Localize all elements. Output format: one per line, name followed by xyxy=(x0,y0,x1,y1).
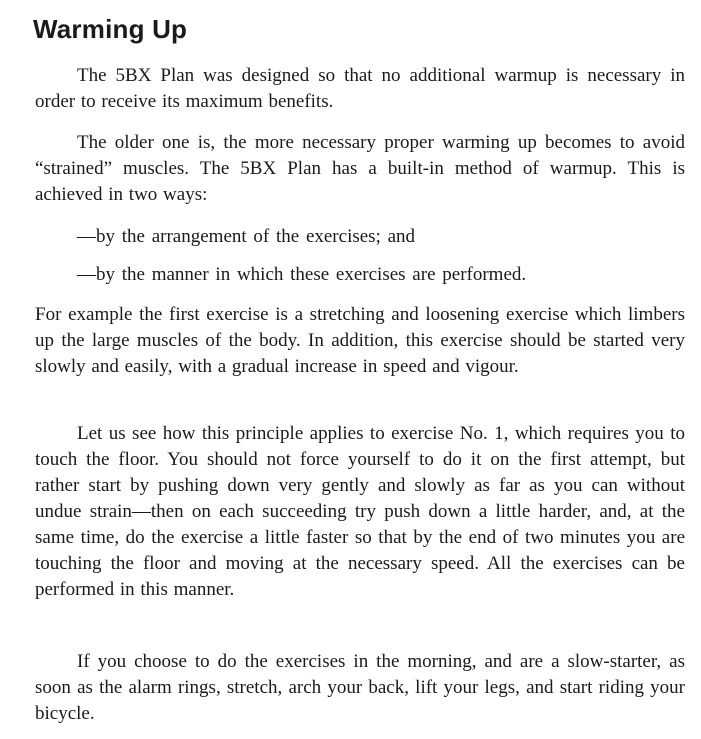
paragraph-principle: Let us see how this principle applies to exercise No. 1, which requires you to touch the floor. You should not force yourself to do it on the first attempt, but rather start by pushing down very gently and slowly as far as you can without undue strain—then on each succeeding try push down a little harder, and, at the same time, do the exercise a little faster so that by the end of two minutes you are touching the floor and moving at the necessary speed. All the exercises can be performed in this manner. xyxy=(35,423,685,600)
list-item-manner: —by the manner in which these exercises are performed. xyxy=(77,264,527,285)
paragraph-older: The older one is, the more necessary proper warming up becomes to avoid “strained” muscles. The 5BX Plan has a built-in method of warmup. This is achieved in two ways: xyxy=(35,132,685,205)
paragraph-intro: The 5BX Plan was designed so that no additional warmup is necessary in order to receive its maximum benefits. xyxy=(35,65,685,112)
page-title: Warming Up xyxy=(33,14,188,44)
paragraph-example: For example the first exercise is a stretching and loosening exercise which limbers up the large muscles of the body. In addition, this exercise should be started very slowly and easily, with a gradual increase in speed and vigour. xyxy=(35,304,685,377)
list-item-arrangement: —by the arrangement of the exercises; and xyxy=(77,226,416,247)
paragraph-morning: If you choose to do the exercises in the morning, and are a slow-starter, as soon as the alarm rings, stretch, arch your back, lift your legs, and start riding your bicycle. xyxy=(35,651,685,724)
